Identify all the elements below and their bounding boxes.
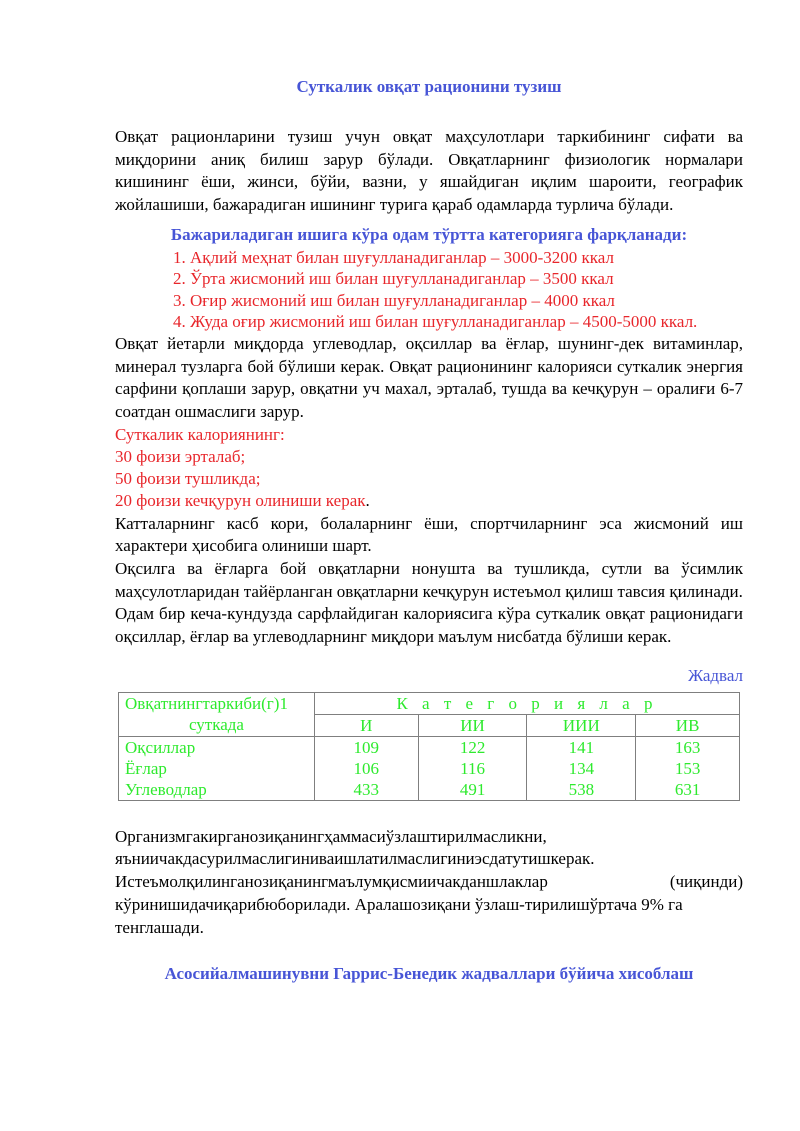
table-cell: 141 <box>527 736 636 758</box>
table-column-header: ИИИ <box>527 714 636 736</box>
absorption-line1: Организмгакирганозиқанингҳаммасиўзлаштирилмасликни, <box>115 826 547 846</box>
meal-timing-paragraph: Оқсилга ва ёғларга бой овқатларни нонушта ва тушликда, сутли ва ўсимлик маҳсулотларидан тайёрланган овқатларни кечқурун истеъмол қилиш тавсия қилинади. <box>115 558 743 601</box>
table-caption: Жадвал <box>688 665 743 685</box>
row-label: Ёғлар <box>119 758 315 779</box>
table-cell: 433 <box>314 779 418 801</box>
bottom-heading: Асосийалмашинувни Гаррис-Бенедик жадваллари бўйича хисоблаш <box>164 964 694 984</box>
table-group-header: К а т е г о р и я л а р <box>314 692 739 714</box>
table-corner-line2: суткада <box>119 714 315 736</box>
absorption-line2: яъниичакдасурилмаслигиниваишлатилмаслигиниэсдатутишкерак. <box>115 849 595 869</box>
categories-list <box>115 247 743 333</box>
calorie-breakfast: 30 фоизи эрталаб; <box>115 446 246 466</box>
row-label: Оқсиллар <box>119 736 315 758</box>
table-cell: 163 <box>636 736 740 758</box>
table-cell: 116 <box>418 758 527 779</box>
table-cell: 631 <box>636 779 740 801</box>
table-cell: 134 <box>527 758 636 779</box>
adults-paragraph: Катталарнинг касб кори, болаларнинг ёши, спортчиларнинг эса жисмоний иш характери ҳисобига олиниши шарт. <box>115 513 743 556</box>
calorie-heading: Суткалик калориянинг: <box>115 424 285 444</box>
table-cell: 109 <box>314 736 418 758</box>
table-row <box>119 779 740 801</box>
calorie-lunch: 50 фоизи тушликда; <box>115 469 261 489</box>
table-cell: 106 <box>314 758 418 779</box>
categories-heading: Бажариладиган ишига кўра одам тўртта категорияга фарқланади: <box>170 224 688 244</box>
category-item: 3. Оғир жисмоний иш билан шуғулланадиганлар – 4000 ккал <box>173 290 615 310</box>
absorption-line3 <box>115 871 743 894</box>
macronutrient-paragraph: Овқат йетарли миқдорда углеводлар, оқсиллар ва ёғлар, шунинг-дек витаминлар, минерал тузларга бой бўлиши керак. Овқат рационининг калорияси суткалик энергия сарфини қоплаши зарур, овқатни уч махал, эрталаб, тушда ва кечқурун – оралиғи 6-7 соатдан ошмаслиги зарур. <box>115 333 743 421</box>
table-column-header: ИВ <box>636 714 740 736</box>
document-page <box>115 70 743 1002</box>
intro-paragraph: Овқат рационларини тузиш учун овқат маҳсулотлари таркибининг сифати ва миқдорини аниқ билиш зарур бўлади. Овқатларнинг физиологик нормалари кишининг ёши, жинси, бўйи, вазни, у яшайдиган иқлим шароити, географик жойлашиши, бажарадиган ишининг турига қараб одамларда турлича бўлади. <box>115 127 743 215</box>
table-row <box>119 736 740 758</box>
calorie-dinner: 20 фоизи кечқурун олиниши керак. <box>115 491 370 511</box>
table-column-header: ИИ <box>418 714 527 736</box>
absorption-line4: кўринишидачиқарибюборилади. Аралашозиқани ўзлаш-тирилишўртача 9% га тенглашади. <box>115 894 683 937</box>
table-cell: 538 <box>527 779 636 801</box>
absorption-line3-end: (чиқинди) <box>669 872 743 892</box>
nutrition-table <box>118 692 740 801</box>
table-corner-line1: Овқатнингтаркиби(г)1 <box>119 692 315 714</box>
page-title: Суткалик овқат рационини тузиш <box>296 77 562 96</box>
category-item: 1. Ақлий меҳнат билан шуғулланадиганлар – 3000-3200 ккал <box>173 247 614 267</box>
table-cell: 153 <box>636 758 740 779</box>
table-cell: 491 <box>418 779 527 801</box>
table-cell: 122 <box>418 736 527 758</box>
category-item: 4. Жуда оғир жисмоний иш билан шуғулланадиганлар – 4500-5000 ккал. <box>173 312 698 332</box>
category-item: 2. Ўрта жисмоний иш билан шуғулланадиганлар – 3500 ккал <box>173 269 614 289</box>
table-row <box>119 758 740 779</box>
row-label: Углеводлар <box>119 779 315 801</box>
ratio-paragraph: Одам бир кеча-кундузда сарфлайдиган калориясига кўра суткалик овқат рационидаги оқсиллар, ёғлар ва углеводларнинг миқдори маълум нисбатда бўлиши керак. <box>115 604 743 647</box>
table-column-header: И <box>314 714 418 736</box>
absorption-line3-text: Истеъмолқилинганозиқанингмаълумқисмиичакданшлаклар <box>115 872 548 892</box>
calorie-dinner-text: 20 фоизи кечқурун олиниши керак <box>115 491 366 511</box>
